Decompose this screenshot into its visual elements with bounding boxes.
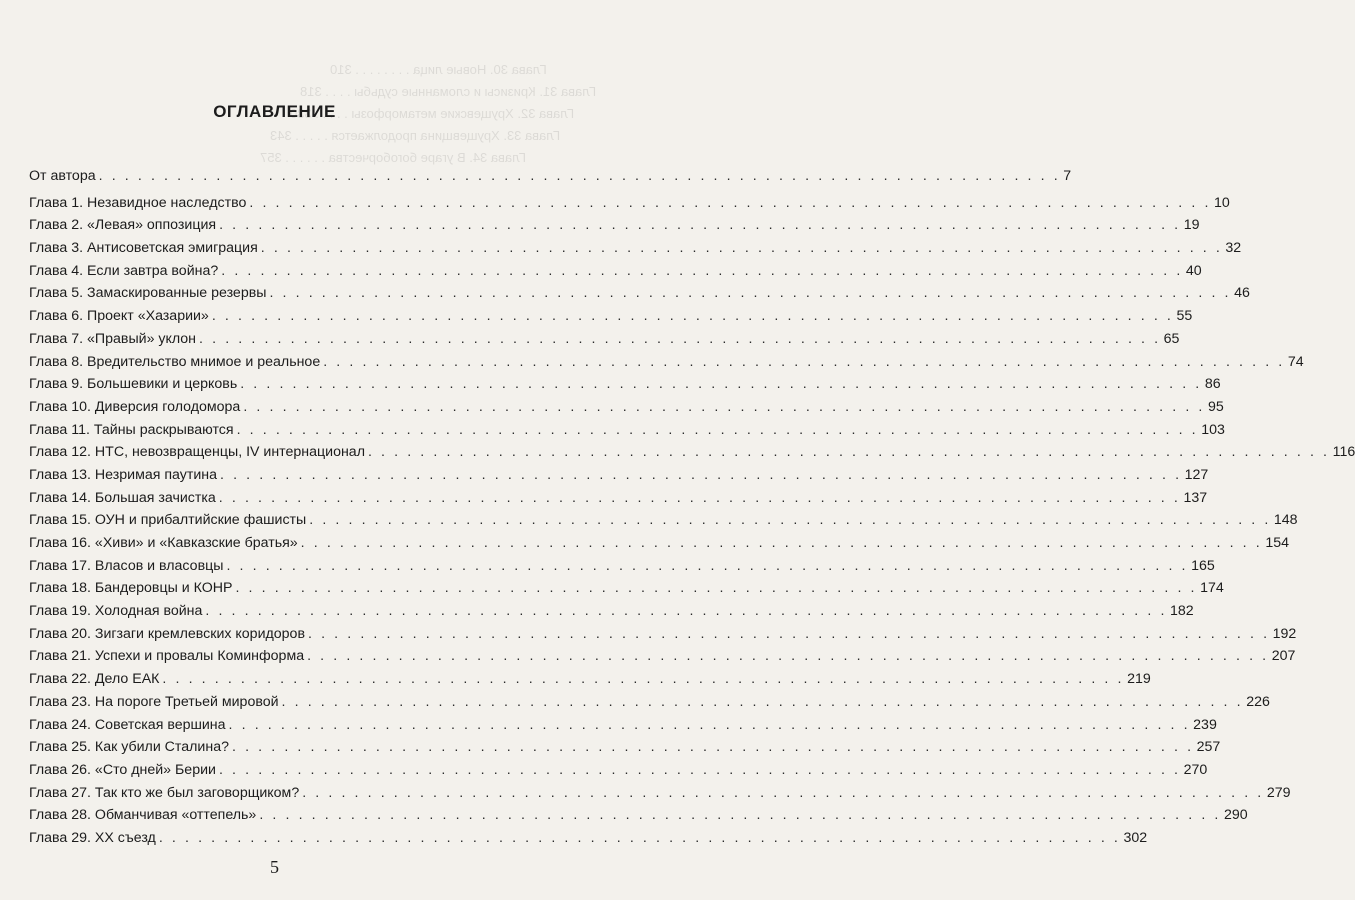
toc-entry-title: Глава 29. XX съезд [29,829,156,846]
toc-entry-page: 103 [1201,421,1225,438]
toc-entry-page: 7 [1063,168,1072,184]
toc-entry[interactable] [29,466,1209,490]
toc-entry[interactable] [29,330,1180,354]
dot-leader [162,671,1124,687]
toc-entry-page: 65 [1163,330,1180,347]
toc-entry-page: 302 [1123,829,1148,846]
dot-leader [205,603,1167,619]
dot-leader [199,331,1161,347]
toc-entry-title: Глава 17. Власов и власовцы [29,557,224,574]
toc-entry[interactable] [29,693,1270,717]
toc-entry-title: Глава 4. Если завтра война? [29,262,219,279]
toc-entry-title: Глава 2. «Левая» оппозиция [29,217,217,234]
toc-entry-page: 174 [1200,580,1224,597]
toc-entry-title: Глава 5. Замаскированные резервы [29,285,267,302]
toc-entry-title: Глава 21. Успехи и провалы Коминформа [29,648,305,665]
toc-entry-title: Глава 27. Так кто же был заговорщиком? [29,784,300,801]
toc-entry-page: 182 [1170,603,1194,620]
toc-entry-title: Глава 3. Антисоветская эмиграция [29,240,258,257]
toc-entry-page: 55 [1176,308,1193,325]
page-number: 5 [270,857,279,877]
toc-entry-page: 165 [1191,557,1215,574]
toc-entry-title: Глава 9. Большевики и церковь [29,376,238,393]
dot-leader [307,648,1269,664]
toc-entry-title: Глава 19. Холодная война [29,603,203,620]
toc-entry-title: Глава 7. «Правый» уклон [29,330,197,347]
toc-entry-title: Глава 1. Незавидное наследство [29,194,247,211]
toc-entry-page: 148 [1273,512,1298,529]
toc-entry[interactable] [29,376,1221,399]
dot-leader [259,807,1221,823]
toc-entry-page: 279 [1266,784,1291,801]
bleed-line: Глава 32. Хрущевские метаморфозы . . . . . 330 [290,106,575,121]
dot-leader [237,422,1199,438]
dot-leader [249,195,1211,211]
toc-entry[interactable] [29,784,1291,808]
toc-entry-title: Глава 11. Тайны раскрываются [29,421,234,438]
dot-leader [323,354,1285,370]
toc-entry-page: 226 [1246,693,1270,710]
dot-leader [308,626,1270,642]
toc-entry-title: Глава 6. Проект «Хазарии» [29,308,209,325]
toc-entry[interactable] [29,557,1215,581]
toc-entry-page: 116 [1332,444,1355,461]
toc-entry-title: Глава 13. Незримая паутина [29,466,217,483]
dot-leader [159,830,1121,846]
dot-leader [243,399,1205,415]
toc-entry[interactable] [29,285,1250,308]
dot-leader [269,285,1231,301]
toc-entry[interactable] [29,716,1217,740]
dot-leader [302,785,1264,801]
toc-heading: ОГЛАВЛЕНИЕ [213,102,336,121]
toc-entry[interactable] [29,421,1225,445]
toc-entry-page: 46 [1234,285,1250,302]
dot-leader [240,376,1202,392]
toc-entry-page: 154 [1265,535,1289,551]
bleed-line: Глава 34. В угаре богоборчества . . . . . . 357 [260,150,527,165]
toc-entry-title: Глава 25. Как убили Сталина? [29,739,229,756]
dot-leader [212,308,1174,324]
toc-entry-page: 86 [1204,376,1221,393]
toc-entry[interactable] [29,603,1194,626]
toc-entry[interactable] [29,308,1193,331]
toc-entry-title: От автора [29,168,96,184]
toc-entry-page: 127 [1184,466,1209,483]
bleed-line: Глава 31. Кризисы и сломанные судьбы . . . . 318 [300,84,597,99]
toc-entry[interactable] [29,739,1221,762]
toc-entry[interactable] [29,262,1202,286]
toc-entry-title: Глава 15. ОУН и прибалтийские фашисты [29,512,307,529]
toc-entry[interactable] [29,240,1242,263]
dot-leader [219,762,1181,778]
toc-entry[interactable] [29,535,1289,558]
toc-entry-title: Глава 23. На пороге Третьей мировой [29,693,279,710]
dot-leader [226,558,1188,574]
toc-entry-title: Глава 28. Обманчивая «оттепель» [29,807,257,824]
toc-entry-page: 239 [1193,716,1217,733]
bleed-line: Глава 33. Хрущевщина продолжается . . . . . 343 [270,128,561,143]
toc-entry-page: 270 [1183,761,1208,778]
toc-entry-page: 192 [1272,625,1297,642]
toc-entry-page: 74 [1287,353,1304,370]
dot-leader [235,580,1197,596]
dot-leader [368,444,1330,460]
toc-entry[interactable] [29,671,1151,694]
toc-entry-page: 32 [1225,240,1242,257]
toc-entry-page: 95 [1207,398,1224,415]
dot-leader [301,535,1263,551]
dot-leader [221,263,1183,279]
dot-leader [219,490,1181,506]
toc-entry[interactable] [29,761,1208,785]
bleed-line: Глава 30. Новые лица . . . . . . . . 310 [330,62,547,77]
toc-entry-page: 19 [1183,217,1200,234]
toc-entry[interactable] [29,648,1296,671]
toc-entry[interactable] [29,398,1224,422]
toc-entry-title: Глава 18. Бандеровцы и КОНР [29,580,233,597]
toc-entry-title: Глава 14. Большая зачистка [29,489,216,506]
toc-entry-page: 219 [1127,671,1151,688]
dot-leader [309,512,1271,528]
toc-entry-page: 207 [1271,648,1296,665]
dot-leader [282,694,1244,710]
toc-entry[interactable] [29,512,1298,535]
toc-entry-title: Глава 10. Диверсия голодомора [29,398,241,415]
toc-entry-page: 10 [1214,194,1230,211]
toc-entry-page: 137 [1183,489,1208,506]
dot-leader [261,240,1223,256]
dot-leader [232,739,1194,755]
toc-entry-page: 290 [1223,807,1248,824]
toc-entry[interactable] [29,580,1224,603]
toc-entry[interactable] [29,625,1297,649]
dot-leader [99,168,1061,184]
toc-entry[interactable] [29,444,1355,467]
toc-entry-title: Глава 22. Дело ЕАК [29,671,160,688]
toc-entry-page: 40 [1185,262,1202,279]
toc-entry[interactable] [29,353,1304,377]
toc-entry-title: Глава 20. Зигзаги кремлевских коридоров [29,625,305,642]
toc-entry[interactable] [29,489,1208,513]
table-of-contents [29,168,1355,853]
dot-leader [229,717,1191,733]
toc-entry[interactable] [29,194,1230,218]
toc-entry[interactable] [29,168,1072,191]
toc-entry-title: Глава 8. Вредительство мнимое и реальное [29,353,321,370]
toc-entry-title: Глава 16. «Хиви» и «Кавказские братья» [29,535,298,551]
toc-entry[interactable] [29,217,1200,240]
dot-leader [219,217,1181,233]
toc-entry[interactable] [29,807,1248,830]
toc-entry-title: Глава 12. НТС, невозвращенцы, IV интернационал [29,444,365,461]
toc-entry-page: 257 [1196,739,1221,756]
toc-entry[interactable] [29,829,1148,853]
toc-entry-title: Глава 26. «Сто дней» Берии [29,761,216,778]
toc-entry-title: Глава 24. Советская вершина [29,716,226,733]
dot-leader [220,467,1182,483]
